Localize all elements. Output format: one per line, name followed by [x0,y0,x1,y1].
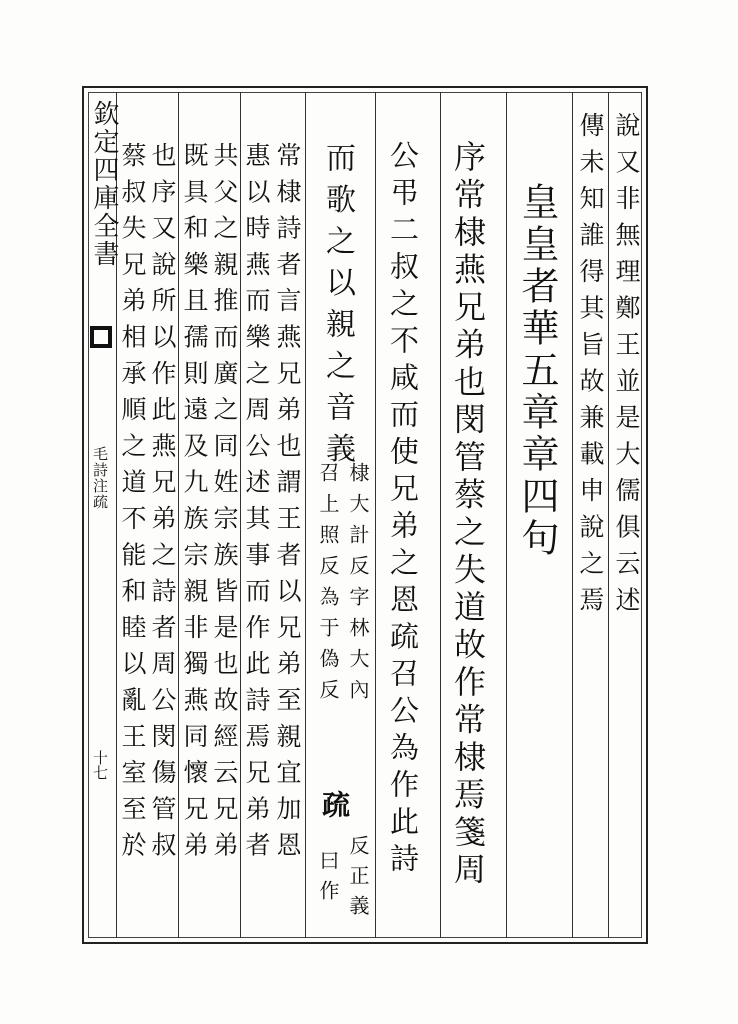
chapter-summary-column: 皇皇者華五章章四句 [515,182,559,560]
text-column-5: 公弔二叔之不咸而使兄弟之恩疏召公為作此詩 [386,140,420,880]
text-column-2: 傳未知誰得其旨故兼載申說之焉 [576,112,605,623]
book-title: 毛詩注疏 [91,446,109,510]
text-column-9: 共父之親推而廣之同姓宗族皆是也故經云兄弟 [210,142,239,868]
column-rule [375,92,376,938]
column-rule [506,92,507,938]
column-rule [178,92,179,938]
text-column-12: 蔡叔失兄弟相承順之道不能和睦以亂王室至於 [118,142,147,868]
text-column-1: 說又非無理鄭王並是大儒俱云述 [612,112,641,623]
commentary-annotation-left: 曰作 [316,850,340,910]
text-column-7: 常棣詩者言燕兄弟也謂王者以兄弟至親宜加恩 [273,142,302,868]
edition-title: 欽定四庫全書 [89,100,119,268]
fish-tail-mark-icon [90,326,112,348]
column-rule [305,92,306,938]
text-column-11: 也序又說所以作此燕兄弟之詩者周公閔傷管叔 [148,142,177,868]
phonetic-annotation-right: 棣大計反字林大內 [346,462,370,710]
column-rule [572,92,573,938]
text-column-8: 惠以時燕而樂之周公述其事而作此詩焉兄弟者 [242,142,271,868]
column-rule [608,92,609,938]
page-number: 十七 [91,750,109,780]
column-rule [440,92,441,938]
phonetic-annotation-left: 召上照反為于偽反 [316,462,340,710]
text-column-6: 而歌之以親之音義 [320,142,355,474]
commentary-marker: 疏 [318,790,351,818]
commentary-annotation-right: 反正義 [346,835,370,925]
column-rule [240,92,241,938]
preface-column: 序常棣燕兄弟也閔管蔡之失道故作常棣焉箋周 [449,140,487,890]
text-column-10: 既具和樂且孺則遠及九族宗親非獨燕同懷兄弟 [180,142,209,868]
